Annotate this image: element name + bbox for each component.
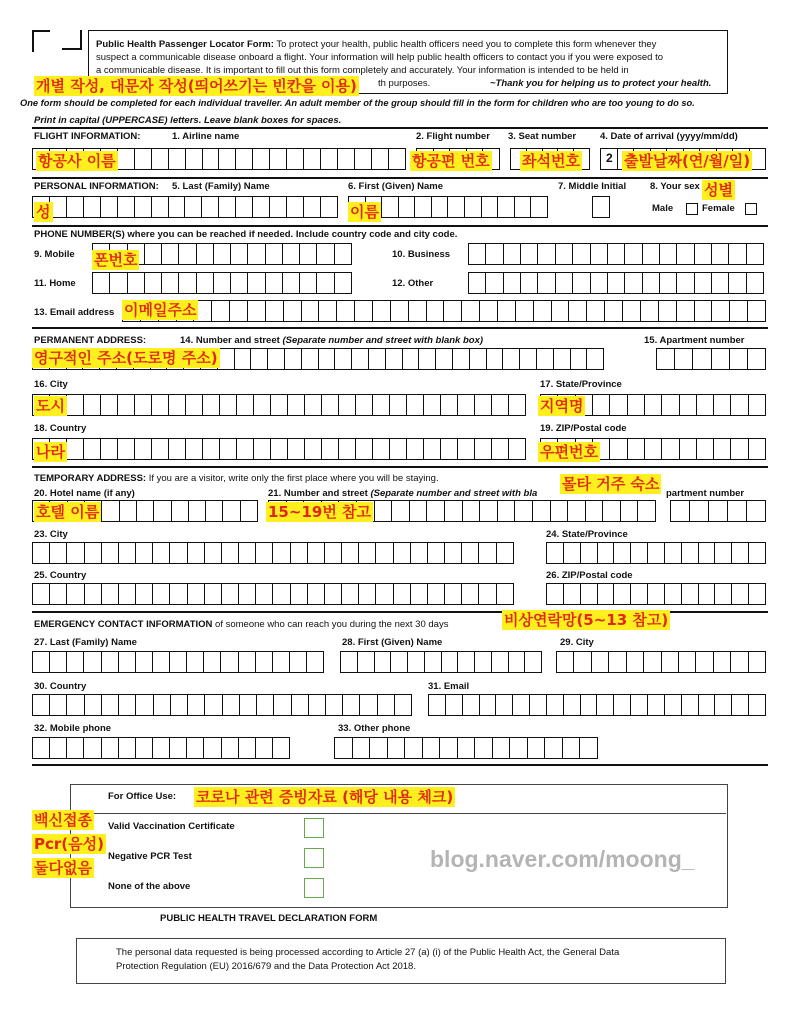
temporary-note: If you are a visitor, write only the first place where you will be staying. — [148, 473, 439, 484]
t-separate-note: (Separate number and street with bla — [370, 488, 538, 499]
intro-line4: th purposes. — [378, 78, 431, 89]
e-email-field[interactable] — [428, 694, 766, 716]
apartment-label: 15. Apartment number — [644, 335, 745, 346]
note-seat: 좌석번호 — [522, 152, 580, 170]
pcr-checkbox[interactable] — [304, 848, 324, 868]
note-address: 영구적인 주소(도로명 주소) — [34, 349, 218, 367]
privacy-text — [116, 946, 619, 974]
e-first-field[interactable] — [340, 651, 542, 673]
your-sex-label: 8. Your sex — [650, 181, 700, 192]
note-emergency: 비상연락망(5~13 참고) — [504, 611, 669, 629]
business-field[interactable] — [468, 243, 764, 265]
note-email: 이메일주소 — [124, 301, 197, 319]
print-note: Print in capital (UPPERCASE) letters. Leave blank boxes for spaces. — [34, 115, 342, 126]
date-prefill: 2 — [606, 151, 613, 165]
t-city-field[interactable] — [32, 542, 514, 564]
email-label: 13. Email address — [34, 307, 115, 318]
divider — [32, 466, 768, 468]
t-state-field[interactable] — [546, 542, 766, 564]
number-street-text: 14. Number and street — [180, 335, 280, 346]
flight-number-label: 2. Flight number — [416, 131, 490, 142]
divider — [32, 177, 768, 179]
divider — [32, 327, 768, 329]
e-other-label: 33. Other phone — [338, 723, 411, 734]
home-label: 11. Home — [34, 278, 76, 289]
temporary-title: TEMPORARY ADDRESS: — [34, 473, 147, 484]
thanks-text: ~Thank you for helping us to protect your health. — [490, 78, 712, 89]
note-hotel: 호텔 이름 — [36, 503, 100, 521]
number-street-label — [180, 335, 483, 346]
t-state-label: 24. State/Province — [546, 529, 628, 540]
t-apartment-field[interactable] — [670, 500, 766, 522]
email-field[interactable] — [122, 300, 766, 322]
apartment-field[interactable] — [656, 348, 766, 370]
last-name-field[interactable] — [32, 196, 338, 218]
intro-line2: suspect a communicable disease onboard a flight. Your information will help public health officers to contact you if you were exposed to — [96, 52, 663, 63]
note-airline: 항공사 이름 — [38, 152, 116, 170]
pcr-label: Negative PCR Test — [108, 851, 192, 862]
none-label: None of the above — [108, 881, 191, 892]
e-country-label: 30. Country — [34, 681, 87, 692]
note-flight: 항공편 번호 — [412, 152, 490, 170]
t-country-label: 25. Country — [34, 570, 87, 581]
divider — [32, 127, 768, 129]
t-zip-field[interactable] — [546, 583, 766, 605]
temporary-address-heading — [34, 473, 439, 484]
separate-note: (Separate number and street with blank box) — [282, 335, 484, 346]
intro-line3: a communicable disease. It is important to fill out this form completely and accurately. Your information is intended to be held in — [96, 65, 629, 76]
e-mobile-label: 32. Mobile phone — [34, 723, 112, 734]
t-number-street-text: 21. Number and street — [268, 488, 368, 499]
middle-initial-label: 7. Middle Initial — [558, 181, 627, 192]
watermark: blog.naver.com/moong_ — [430, 846, 695, 872]
privacy-line1: The personal data requested is being processed according to Article 27 (a) (i) of the Public Health Act, the General Data — [116, 947, 620, 958]
vaccination-label: Valid Vaccination Certificate — [108, 821, 235, 832]
t-country-field[interactable] — [32, 583, 514, 605]
last-name-label: 5. Last (Family) Name — [172, 181, 270, 192]
e-mobile-field[interactable] — [32, 737, 290, 759]
hotel-label: 20. Hotel name (if any) — [34, 488, 135, 499]
vaccination-checkbox[interactable] — [304, 818, 324, 838]
office-use-label: For Office Use: — [108, 791, 177, 802]
business-label: 10. Business — [392, 249, 451, 260]
note-vaccine: 백신접종 — [34, 811, 92, 829]
female-checkbox[interactable] — [745, 203, 757, 215]
declaration-title: PUBLIC HEALTH TRAVEL DECLARATION FORM — [160, 913, 378, 924]
e-last-field[interactable] — [32, 651, 324, 673]
e-email-label: 31. Email — [428, 681, 470, 692]
intro-line1: To protect your health, public health officers need you to complete this form whenever they — [276, 39, 657, 50]
state-label: 17. State/Province — [540, 379, 622, 390]
one-form-note: One form should be completed for each individual traveller. An adult member of the group should fill in the form for children who are too young to do so. — [20, 98, 695, 108]
other-phone-field[interactable] — [468, 272, 764, 294]
note-city: 도시 — [36, 397, 65, 415]
note-departure: 출발날짜(연/월/일) — [624, 152, 751, 170]
permanent-address-heading: PERMANENT ADDRESS: — [34, 335, 147, 346]
note-pcr: Pcr(음성) — [34, 835, 104, 853]
personal-info-heading: PERSONAL INFORMATION: — [34, 181, 159, 192]
zip-label: 19. ZIP/Postal code — [540, 423, 627, 434]
date-arrival-label: 4. Date of arrival (yyyy/mm/dd) — [600, 131, 738, 142]
note-zip: 우편번호 — [540, 443, 598, 461]
note-country: 나라 — [36, 443, 65, 461]
corner-bracket — [32, 30, 80, 50]
office-use-rule — [70, 813, 726, 814]
t-apartment-label: partment number — [666, 488, 745, 499]
middle-initial-field[interactable] — [592, 196, 610, 218]
note-region: 지역명 — [540, 397, 584, 415]
emergency-title: EMERGENCY CONTACT INFORMATION — [34, 619, 213, 630]
e-other-field[interactable] — [334, 737, 598, 759]
female-label: Female — [702, 203, 735, 214]
country-label: 18. Country — [34, 423, 87, 434]
note-covid: 코로나 관련 증빙자료 (해당 내용 체크) — [196, 788, 454, 806]
note-individual: 개별 작성, 대문자 작성(띄어쓰기는 빈칸을 이용) — [36, 77, 357, 95]
privacy-line2: Protection Regulation (EU) 2016/679 and the Data Protection Act 2018. — [116, 961, 416, 972]
e-last-label: 27. Last (Family) Name — [34, 637, 137, 648]
city-label: 16. City — [34, 379, 68, 390]
first-name-label: 6. First (Given) Name — [348, 181, 444, 192]
t-city-label: 23. City — [34, 529, 68, 540]
flight-info-heading: FLIGHT INFORMATION: — [34, 131, 141, 142]
note-stay: 몰타 거주 숙소 — [562, 475, 660, 493]
emergency-heading — [34, 619, 448, 630]
note-phone: 폰번호 — [94, 251, 138, 269]
home-field[interactable] — [92, 272, 352, 294]
seat-number-label: 3. Seat number — [508, 131, 577, 142]
divider — [32, 225, 768, 227]
country-field[interactable] — [32, 438, 526, 460]
note-first: 이름 — [350, 203, 379, 221]
emergency-note: of someone who can reach you during the next 30 days — [215, 619, 449, 630]
city-field[interactable] — [32, 394, 526, 416]
none-checkbox[interactable] — [304, 878, 324, 898]
male-label: Male — [652, 203, 674, 214]
note-last: 성 — [36, 203, 51, 221]
e-city-field[interactable] — [556, 651, 766, 673]
e-country-field[interactable] — [32, 694, 412, 716]
note-refer: 15~19번 참고 — [268, 503, 372, 521]
t-zip-label: 26. ZIP/Postal code — [546, 570, 633, 581]
e-first-label: 28. First (Given) Name — [342, 637, 443, 648]
note-sex: 성별 — [704, 181, 733, 199]
airline-label: 1. Airline name — [172, 131, 240, 142]
e-city-label: 29. City — [560, 637, 594, 648]
mobile-label: 9. Mobile — [34, 249, 75, 260]
other-label: 12. Other — [392, 278, 434, 289]
t-number-street-label — [268, 488, 537, 499]
note-none: 둘다없음 — [34, 859, 92, 877]
intro-title: Public Health Passenger Locator Form: — [96, 39, 274, 50]
divider — [32, 764, 768, 766]
phone-numbers-heading: PHONE NUMBER(S) where you can be reached if needed. Include country code and city code. — [34, 229, 458, 240]
male-checkbox[interactable] — [686, 203, 698, 215]
